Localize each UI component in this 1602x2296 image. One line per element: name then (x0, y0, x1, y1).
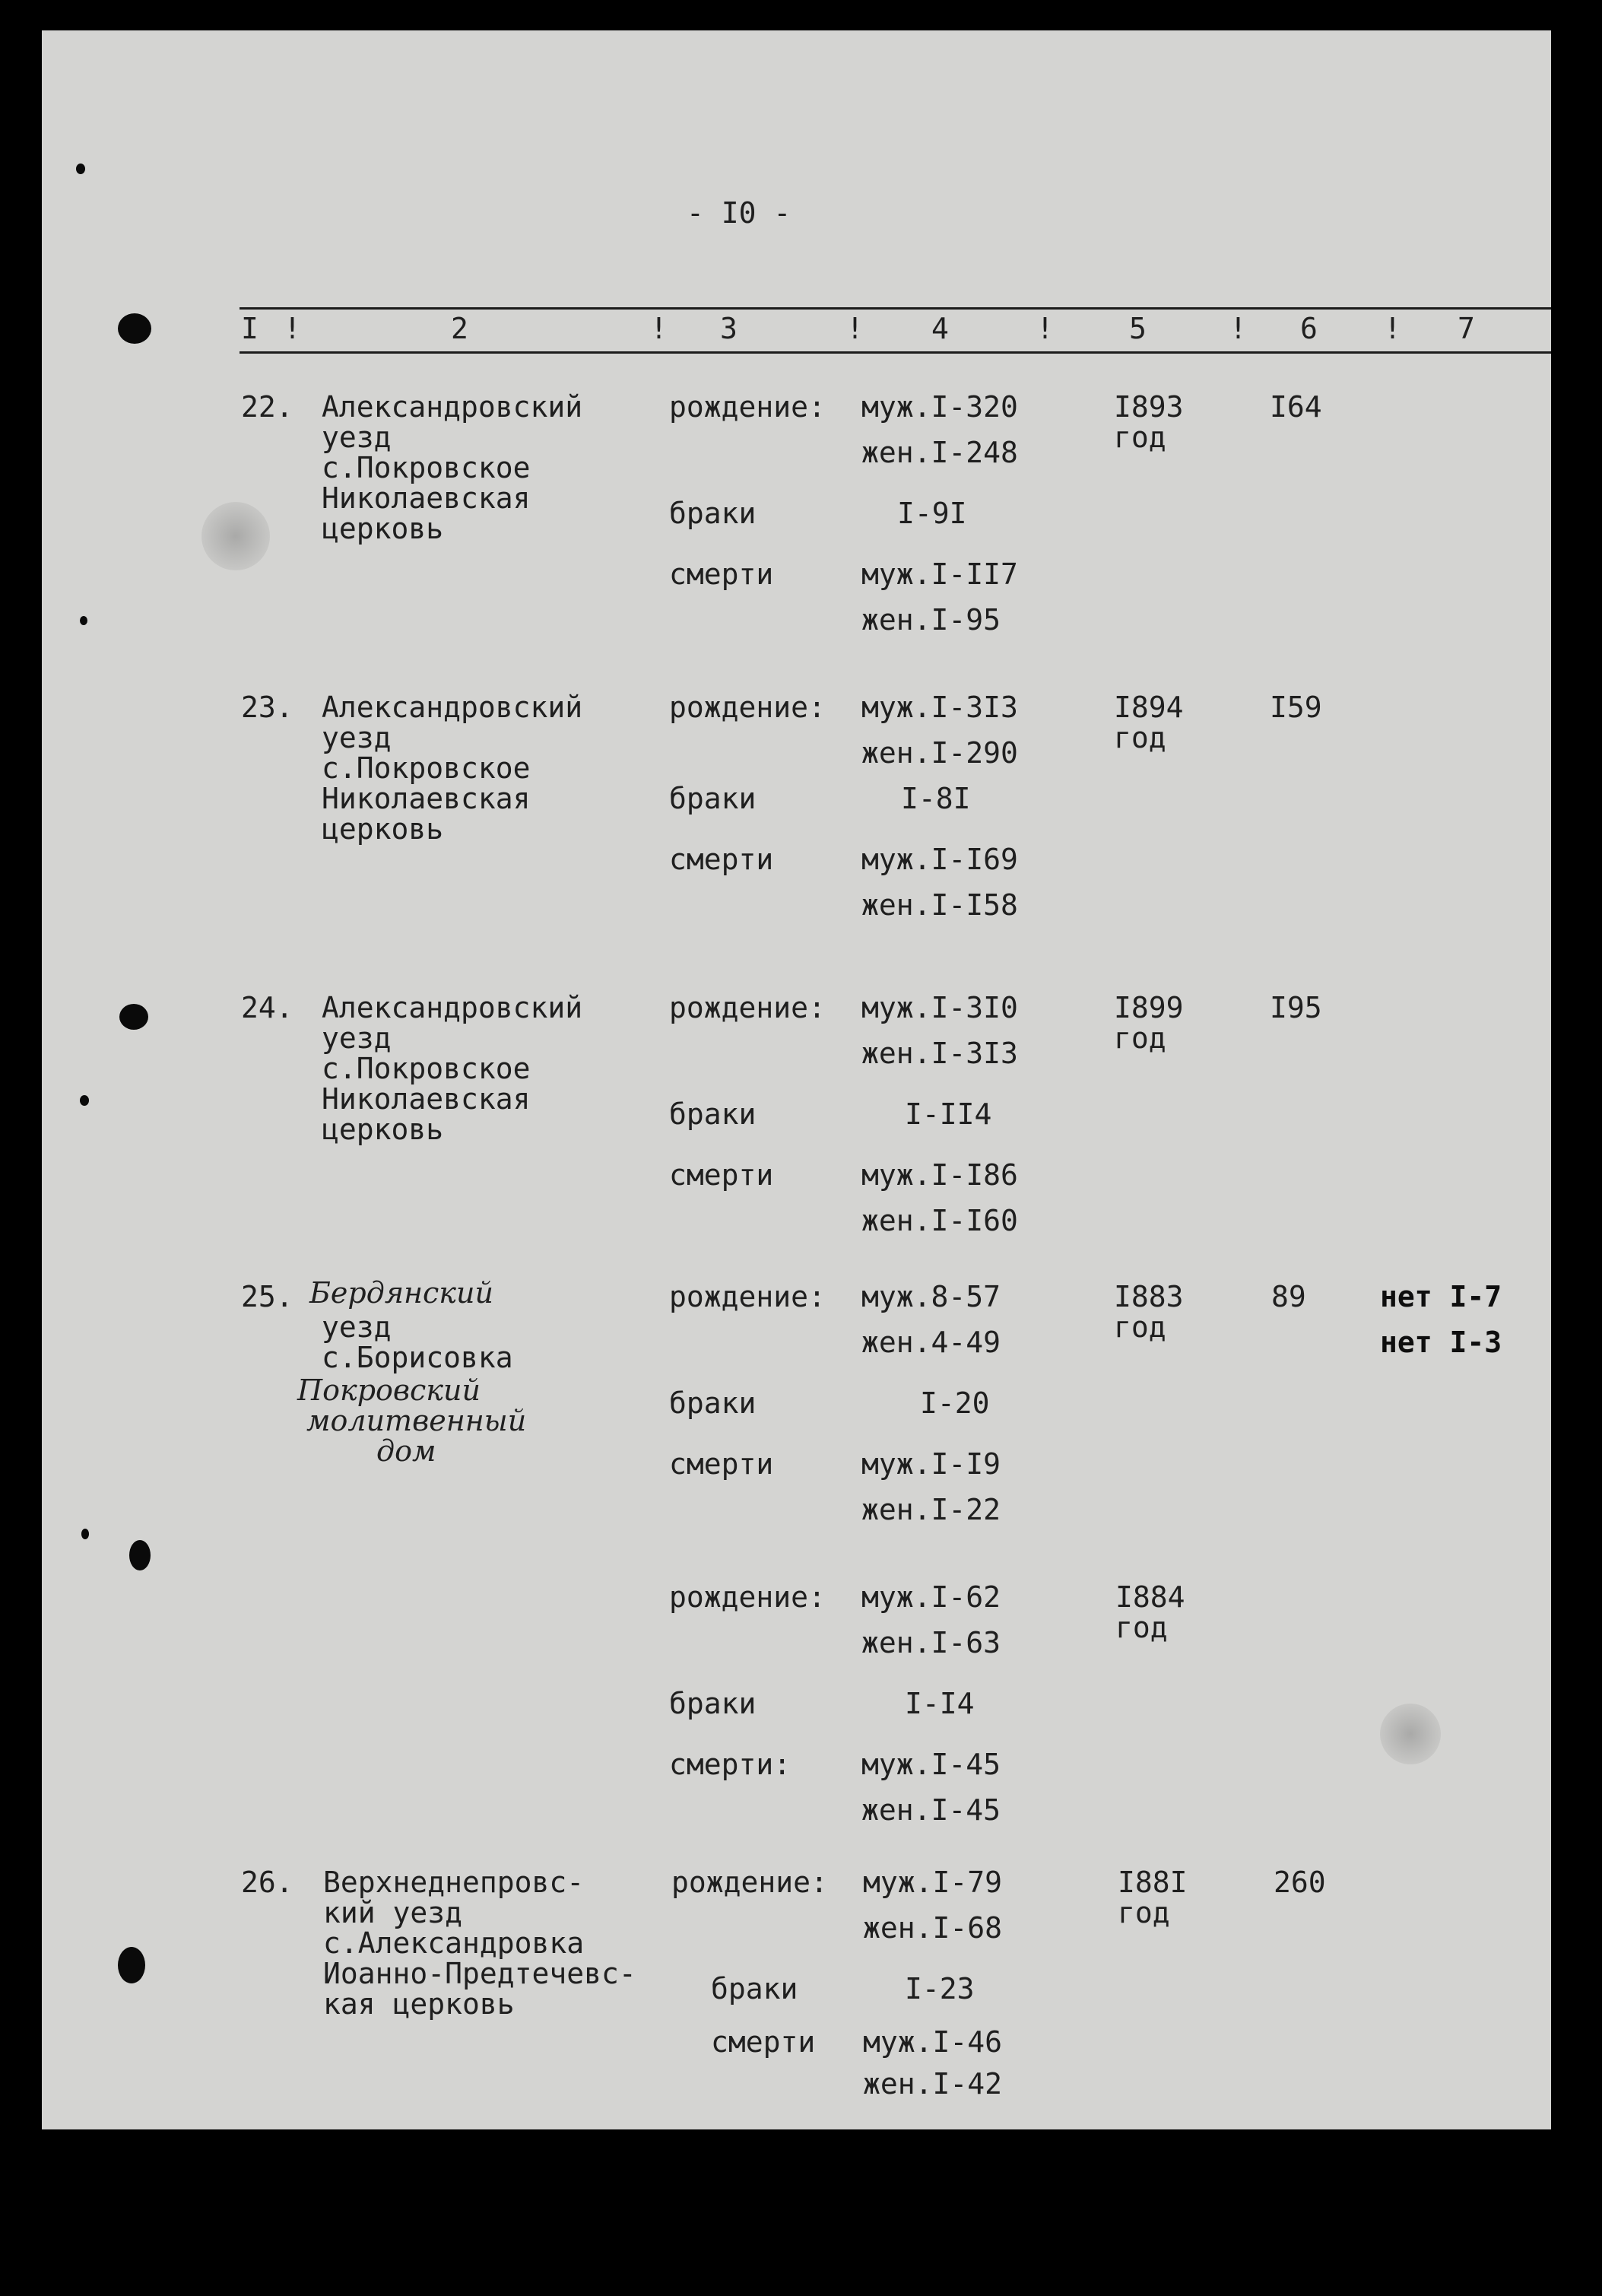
death-female: жен.I-I60 (861, 1204, 1018, 1237)
year-word: год (1114, 1310, 1166, 1344)
header-sep-5: ! (1229, 312, 1247, 345)
punch-hole-mark (129, 1540, 151, 1570)
place-line: уезд (322, 421, 392, 454)
place-line: с.Александровка (323, 1926, 585, 1960)
header-col-7: 7 (1458, 312, 1475, 345)
place-line: уезд (322, 1021, 392, 1055)
entry-number: 22. (241, 390, 293, 424)
header-rule-bottom (240, 351, 1551, 354)
header-col-6: 6 (1300, 312, 1318, 345)
place-line: Александровский (322, 991, 583, 1024)
birth-male: муж.I-62 (861, 1580, 1001, 1614)
birth-label: рождение: (669, 691, 826, 724)
header-col-5: 5 (1129, 312, 1147, 345)
death-label: смерти (669, 1447, 774, 1481)
punch-hole-mark (118, 1947, 145, 1983)
marriage-count: I-II4 (905, 1097, 992, 1131)
death-female: жен.I-45 (861, 1793, 1001, 1827)
marriage-count: I-20 (920, 1386, 990, 1420)
death-label: смерти (669, 1158, 774, 1192)
place-line: уезд (322, 721, 392, 754)
year: I884 (1115, 1580, 1185, 1614)
place-line: Николаевская (322, 782, 531, 815)
place-handwritten-line: Покровский (297, 1373, 481, 1407)
header-col-1: I (241, 312, 259, 345)
death-female: жен.I-95 (861, 603, 1001, 637)
year-word: год (1115, 1611, 1168, 1644)
birth-label: рождение: (669, 1280, 826, 1313)
death-male: муж.I-II7 (861, 557, 1018, 591)
birth-female: жен.I-68 (863, 1911, 1003, 1945)
death-male: муж.I-46 (863, 2025, 1003, 2059)
marriage-label: браки (669, 1097, 757, 1131)
place-line: Александровский (322, 691, 583, 724)
col6-value: 89 (1271, 1280, 1306, 1313)
entry-number: 24. (241, 991, 293, 1024)
year: I883 (1114, 1280, 1184, 1313)
place-line: кая церковь (323, 1987, 515, 2021)
marriage-label: браки (669, 497, 757, 530)
speck-mark (81, 1529, 89, 1539)
death-label: смерти: (669, 1748, 791, 1781)
birth-female: жен.I-3I3 (861, 1037, 1018, 1070)
birth-male: муж.8-57 (861, 1280, 1001, 1313)
birth-male: муж.I-320 (861, 390, 1018, 424)
punch-hole-mark (119, 1004, 148, 1030)
col6-value: I59 (1270, 691, 1322, 724)
marriage-count: I-8I (901, 782, 971, 815)
entry-number: 25. (241, 1280, 293, 1313)
header-sep-4: ! (1036, 312, 1054, 345)
place-line: уезд (322, 1310, 392, 1344)
speck-mark (80, 616, 87, 625)
birth-label: рождение: (669, 991, 826, 1024)
header-sep-1: ! (284, 312, 301, 345)
place-line: Верхнеднепровс- (323, 1866, 585, 1899)
smudge-mark (1380, 1704, 1441, 1764)
marriage-label: браки (669, 782, 757, 815)
birth-female: жен.4-49 (861, 1326, 1001, 1359)
place-line: Николаевская (322, 481, 531, 515)
place-line: с.Покровское (322, 1052, 531, 1085)
birth-label: рождение: (669, 390, 826, 424)
entry-number: 26. (241, 1866, 293, 1899)
death-female: жен.I-I58 (861, 888, 1018, 922)
marriage-count: I-23 (905, 1972, 975, 2005)
col6-value: 260 (1274, 1866, 1326, 1899)
birth-female: жен.I-63 (861, 1626, 1001, 1659)
page-number: - I0 - (687, 196, 791, 230)
marriage-label: браки (669, 1687, 757, 1720)
year: I88I (1118, 1866, 1188, 1899)
marriage-label: браки (669, 1386, 757, 1420)
death-male: муж.I-45 (861, 1748, 1001, 1781)
col7-note: нет I-3 (1380, 1326, 1502, 1359)
place-line: Иоанно-Предтечевс- (323, 1957, 636, 1990)
birth-male: муж.I-79 (863, 1866, 1003, 1899)
death-male: муж.I-I86 (861, 1158, 1018, 1192)
header-sep-3: ! (846, 312, 864, 345)
header-rule-top (240, 307, 1551, 310)
place-handwritten-district: Бердянский (309, 1276, 493, 1310)
death-male: муж.I-I9 (861, 1447, 1001, 1481)
header-col-4: 4 (931, 312, 949, 345)
marriage-count: I-I4 (905, 1687, 975, 1720)
birth-female: жен.I-248 (861, 436, 1018, 469)
col6-value: I95 (1270, 991, 1322, 1024)
col6-value: I64 (1270, 390, 1322, 424)
place-line: церковь (322, 512, 444, 545)
year: I894 (1114, 691, 1184, 724)
place-line: Николаевская (322, 1082, 531, 1116)
speck-mark (76, 164, 85, 174)
death-label: смерти (669, 843, 774, 876)
death-female: жен.I-22 (861, 1493, 1001, 1526)
year-word: год (1114, 721, 1166, 754)
place-handwritten-line: дом (376, 1434, 436, 1468)
header-col-3: 3 (720, 312, 738, 345)
header-col-2: 2 (451, 312, 468, 345)
place-line: церковь (322, 1113, 444, 1146)
death-female: жен.I-42 (863, 2067, 1003, 2101)
place-line: с.Покровское (322, 751, 531, 785)
year-word: год (1114, 421, 1166, 454)
place-line: Александровский (322, 390, 583, 424)
death-label: смерти (669, 557, 774, 591)
marriage-count: I-9I (897, 497, 967, 530)
header-sep-6: ! (1384, 312, 1401, 345)
header-sep-2: ! (650, 312, 668, 345)
entry-number: 23. (241, 691, 293, 724)
year-word: год (1114, 1021, 1166, 1055)
birth-label: рождение: (671, 1866, 828, 1899)
death-label: смерти (711, 2025, 816, 2059)
place-line: кий уезд (323, 1896, 463, 1929)
archive-page (42, 30, 1551, 2129)
birth-male: муж.I-3I0 (861, 991, 1018, 1024)
col7-note: нет I-7 (1380, 1280, 1502, 1313)
place-handwritten-line: молитвенный (306, 1404, 527, 1437)
death-male: муж.I-I69 (861, 843, 1018, 876)
year: I899 (1114, 991, 1184, 1024)
smudge-mark (201, 502, 270, 570)
birth-male: муж.I-3I3 (861, 691, 1018, 724)
place-line: с.Борисовка (322, 1341, 513, 1374)
place-line: церковь (322, 812, 444, 846)
year-word: год (1118, 1896, 1170, 1929)
birth-female: жен.I-290 (861, 736, 1018, 770)
birth-label: рождение: (669, 1580, 826, 1614)
year: I893 (1114, 390, 1184, 424)
marriage-label: браки (711, 1972, 798, 2005)
speck-mark (80, 1095, 89, 1106)
place-line: с.Покровское (322, 451, 531, 484)
punch-hole-mark (118, 313, 151, 344)
